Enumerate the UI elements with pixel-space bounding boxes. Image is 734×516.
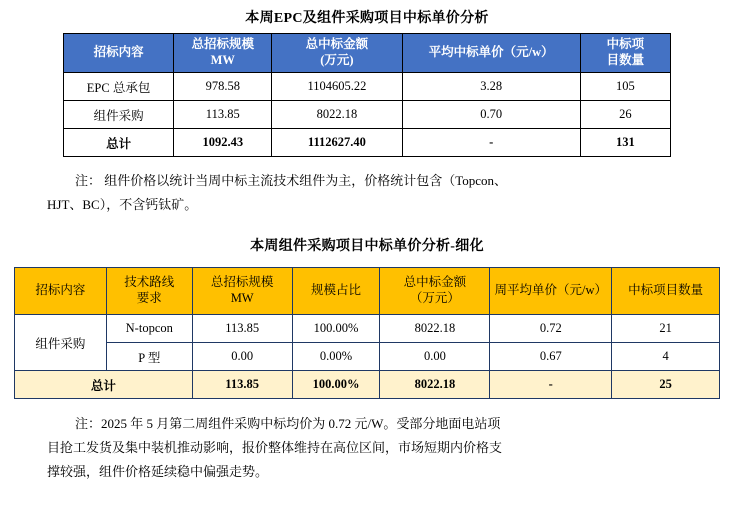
note-line: 撑较强，组件价格延续稳中偏强走势。 bbox=[47, 464, 269, 480]
cell-total-count: 25 bbox=[612, 371, 720, 399]
cell-total-scale: 978.58 bbox=[174, 73, 272, 101]
cell-total-scale: 113.85 bbox=[192, 371, 292, 399]
cell-tech-route: P 型 bbox=[106, 343, 192, 371]
cell-scale-share: 0.00% bbox=[292, 343, 380, 371]
section2-note bbox=[47, 412, 687, 484]
table-total-row bbox=[64, 129, 671, 157]
header-cell-total-scale: 总招标规模 MW bbox=[174, 34, 272, 73]
cell-project-count: 21 bbox=[612, 315, 720, 343]
section1-title: 本周EPC及组件采购项目中标单价分析 bbox=[245, 11, 489, 26]
header-cell-project-count: 中标项 目数量 bbox=[580, 34, 670, 73]
component-procurement-detail-table bbox=[14, 267, 720, 399]
note-line: 注：2025 年 5 月第二周组件采购中标均价为 0.72 元/W。受部分地面电站项 bbox=[75, 416, 501, 432]
cell-total-amount: 8022.18 bbox=[380, 371, 490, 399]
cell-total-count: 131 bbox=[580, 129, 670, 157]
cell-total-scale: 113.85 bbox=[174, 101, 272, 129]
cell-total-amount: 1104605.22 bbox=[272, 73, 402, 101]
cell-total-scale: 0.00 bbox=[192, 343, 292, 371]
document-page bbox=[0, 7, 734, 516]
epc-component-price-table bbox=[63, 33, 671, 157]
cell-tech-route: N-topcon bbox=[106, 315, 192, 343]
cell-total-scale: 1092.43 bbox=[174, 129, 272, 157]
cell-total-price: - bbox=[402, 129, 580, 157]
cell-bid-content: 组件采购 bbox=[64, 101, 174, 129]
cell-weekly-avg-price: 0.67 bbox=[490, 343, 612, 371]
cell-total-scale: 113.85 bbox=[192, 315, 292, 343]
table-header-row bbox=[15, 268, 720, 315]
header-cell-scale-share: 规模占比 bbox=[292, 268, 380, 315]
table-header-row bbox=[64, 34, 671, 73]
cell-bid-content: EPC 总承包 bbox=[64, 73, 174, 101]
section2-title: 本周组件采购项目中标单价分析-细化 bbox=[250, 239, 484, 255]
table-row bbox=[64, 73, 671, 101]
cell-total-amount: 8022.18 bbox=[272, 101, 402, 129]
cell-avg-price: 0.70 bbox=[402, 101, 580, 129]
cell-total-price: - bbox=[490, 371, 612, 399]
cell-total-label: 总计 bbox=[15, 371, 193, 399]
header-cell-total-amount: 总中标金额 （万元） bbox=[380, 268, 490, 315]
cell-project-count: 105 bbox=[580, 73, 670, 101]
cell-scale-share: 100.00% bbox=[292, 315, 380, 343]
note-line: 注： 组件价格以统计当周中标主流技术组件为主，价格统计包含（Topcon、 bbox=[75, 173, 508, 188]
cell-group-label: 组件采购 bbox=[15, 315, 107, 371]
cell-weekly-avg-price: 0.72 bbox=[490, 315, 612, 343]
cell-total-label: 总计 bbox=[64, 129, 174, 157]
header-cell-total-amount: 总中标金额 (万元) bbox=[272, 34, 402, 73]
cell-avg-price: 3.28 bbox=[402, 73, 580, 101]
section1-note bbox=[47, 169, 687, 217]
cell-total-amount: 1112627.40 bbox=[272, 129, 402, 157]
note-line: HJT、BC），不含钙钛矿。 bbox=[47, 197, 198, 213]
header-cell-tech-route: 技术路线 要求 bbox=[106, 268, 192, 315]
table-row bbox=[64, 101, 671, 129]
cell-total-share: 100.00% bbox=[292, 371, 380, 399]
cell-project-count: 4 bbox=[612, 343, 720, 371]
header-cell-avg-price: 平均中标单价（元/w） bbox=[402, 34, 580, 73]
header-cell-total-scale: 总招标规模 MW bbox=[192, 268, 292, 315]
header-cell-weekly-avg-price: 周平均单价（元/w） bbox=[490, 268, 612, 315]
table-row bbox=[15, 343, 720, 371]
cell-total-amount: 8022.18 bbox=[380, 315, 490, 343]
cell-project-count: 26 bbox=[580, 101, 670, 129]
cell-total-amount: 0.00 bbox=[380, 343, 490, 371]
note-line: 目抢工发货及集中装机推动影响，报价整体维持在高位区间，市场短期内价格支 bbox=[47, 440, 503, 456]
header-cell-bid-content: 招标内容 bbox=[64, 34, 174, 73]
header-cell-bid-content: 招标内容 bbox=[15, 268, 107, 315]
header-cell-project-count: 中标项目数量 bbox=[612, 268, 720, 315]
table-row bbox=[15, 315, 720, 343]
table-total-row bbox=[15, 371, 720, 399]
